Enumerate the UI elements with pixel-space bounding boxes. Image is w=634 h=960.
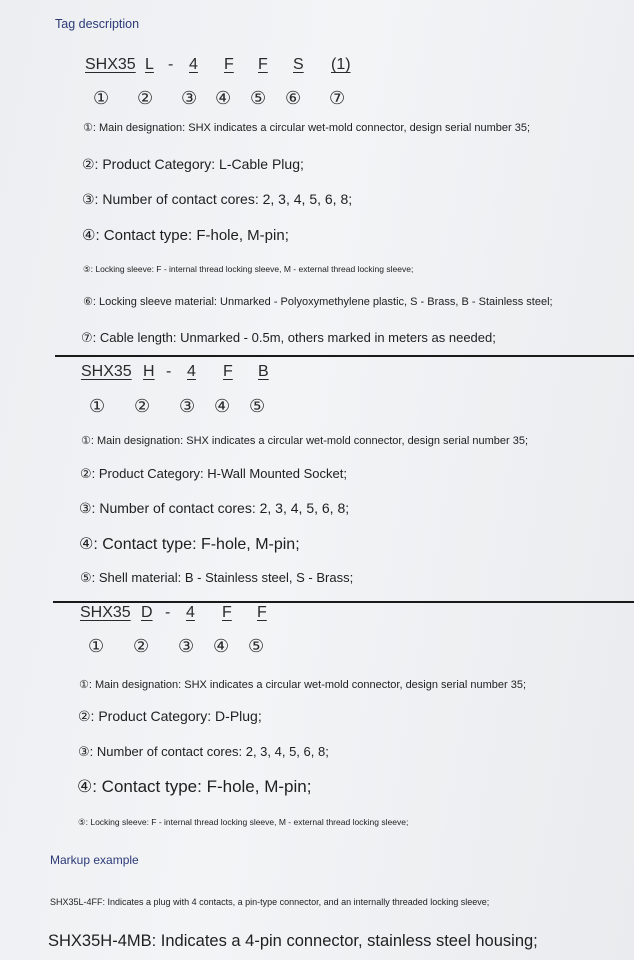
section-divider	[53, 601, 634, 603]
code-category: L	[145, 56, 154, 73]
circled-number-row-1	[0, 88, 634, 110]
code-dash: -	[165, 604, 171, 621]
desc-line: ③: Number of contact cores: 2, 3, 4, 5, 6, 8;	[82, 191, 353, 207]
desc-line: ③: Number of contact cores: 2, 3, 4, 5, 6, 8;	[78, 744, 329, 759]
desc-line: ④: Contact type: F-hole, M-pin;	[77, 777, 312, 796]
code-cores: 4	[186, 604, 195, 621]
circled-number: ④	[214, 396, 231, 416]
desc-line: ②: Product Category: H-Wall Mounted Socket;	[80, 466, 347, 481]
desc-line: ⑤: Shell material: B - Stainless steel, S - Brass;	[80, 570, 354, 585]
circled-number: ③	[181, 88, 198, 108]
desc-line: ⑤: Locking sleeve: F - internal thread locking sleeve, M - external thread locking sleeve;	[83, 264, 414, 274]
circled-number: ⑤	[250, 88, 267, 108]
desc-line: ⑦: Cable length: Unmarked - 0.5m, others marked in meters as needed;	[81, 330, 496, 345]
circled-number: ⑤	[248, 636, 265, 656]
example-line: SHX35H-4MB: Indicates a 4-pin connector, stainless steel housing;	[48, 932, 538, 950]
code-material: S	[293, 56, 304, 73]
circled-number: ③	[179, 396, 196, 416]
circled-number-row-2	[0, 396, 634, 418]
code-contact: F	[222, 604, 232, 621]
code-category: D	[141, 604, 153, 621]
code-contact: F	[223, 363, 233, 380]
example-line: SHX35L-4FF: Indicates a plug with 4 contacts, a pin-type connector, and an internally threaded locking sleeve;	[50, 897, 490, 907]
desc-line: ②: Product Category: D-Plug;	[78, 708, 262, 724]
circled-number: ⑤	[249, 396, 266, 416]
circled-number: ③	[178, 636, 195, 656]
circled-number-row-3	[0, 636, 634, 658]
code-length: (1)	[331, 56, 351, 73]
markup-example-heading: Markup example	[50, 853, 139, 867]
code-main: SHX35	[85, 56, 136, 73]
circled-number: ①	[93, 88, 110, 108]
desc-line: ①: Main designation: SHX indicates a circular wet-mold connector, design serial number 35;	[81, 435, 529, 447]
tag-description-heading: Tag description	[55, 17, 140, 31]
circled-number: ②	[137, 88, 154, 108]
desc-line: ②: Product Category: L-Cable Plug;	[82, 156, 304, 172]
code-material: B	[258, 363, 269, 380]
desc-line: ④: Contact type: F-hole, M-pin;	[82, 227, 289, 244]
code-dash: -	[168, 56, 174, 73]
section-divider	[55, 355, 634, 357]
code-cores: 4	[189, 56, 198, 73]
code-dash: -	[166, 363, 172, 380]
circled-number: ④	[213, 636, 230, 656]
desc-line: ①: Main designation: SHX indicates a circular wet-mold connector, design serial number 35;	[79, 679, 527, 691]
circled-number: ①	[89, 396, 106, 416]
code-cores: 4	[187, 363, 196, 380]
circled-number: ⑦	[329, 88, 346, 108]
code-main: SHX35	[80, 604, 131, 621]
model-code-row-1	[0, 56, 634, 76]
code-sleeve: F	[257, 604, 267, 621]
desc-line: ③: Number of contact cores: 2, 3, 4, 5, 6, 8;	[79, 500, 350, 516]
model-code-row-3	[0, 604, 634, 624]
desc-line: ⑤: Locking sleeve: F - internal thread locking sleeve, M - external thread locking sleeve;	[78, 817, 409, 827]
desc-line: ④: Contact type: F-hole, M-pin;	[79, 536, 300, 553]
code-category: H	[143, 363, 155, 380]
code-sleeve: F	[258, 56, 268, 73]
model-code-row-2	[0, 363, 634, 383]
desc-line: ⑥: Locking sleeve material: Unmarked - Polyoxymethylene plastic, S - Brass, B - Stainless steel;	[83, 296, 553, 308]
desc-line: ①: Main designation: SHX indicates a circular wet-mold connector, design serial number 35;	[83, 122, 531, 134]
circled-number: ⑥	[285, 88, 302, 108]
circled-number: ①	[88, 636, 105, 656]
code-contact: F	[224, 56, 234, 73]
circled-number: ②	[133, 636, 150, 656]
circled-number: ④	[215, 88, 232, 108]
circled-number: ②	[134, 396, 151, 416]
code-main: SHX35	[81, 363, 132, 380]
